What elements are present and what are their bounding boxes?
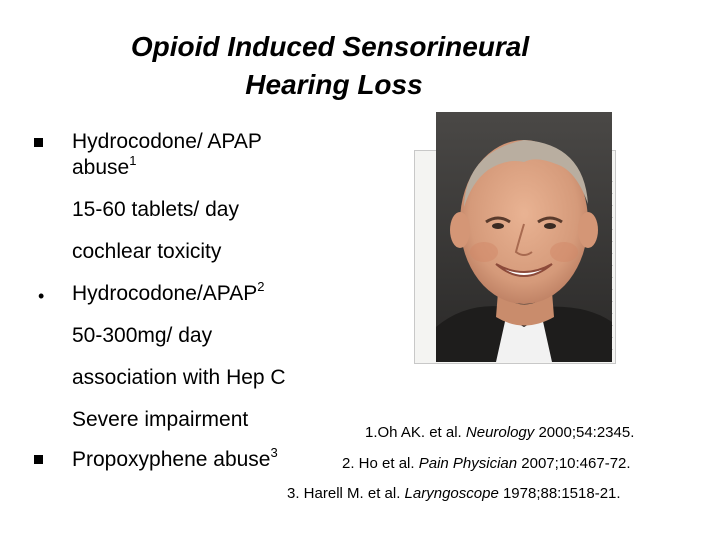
slide-title [0, 28, 660, 104]
bullet-1-sub-1: 15-60 tablets/ day [72, 198, 239, 221]
square-bullet-icon [34, 138, 43, 147]
bullet-1-abuse: abuse [72, 156, 130, 179]
bullet-2-text: Hydrocodone/APAP [72, 282, 258, 305]
bullet-2-line [72, 279, 265, 308]
reference-2: 2. Ho et al. Pain Physician 2007;10:467-72. [342, 455, 631, 472]
bullet-2-footnote: 2 [257, 279, 265, 294]
portrait-illustration [436, 112, 612, 362]
title-line-1: Opioid Induced Sensorineural [130, 31, 530, 62]
bullet-3-text: Propoxyphene abuse [72, 448, 271, 471]
portrait-photo [436, 112, 612, 362]
bullet-2-sub-2: association with Hep C [72, 366, 286, 389]
bullet-1-line-2 [72, 153, 137, 182]
title-line-2: Hearing Loss [245, 69, 423, 100]
bullet-2-sub-1: 50-300mg/ day [72, 324, 213, 347]
bullet-3-line [72, 445, 278, 474]
bullet-3-footnote: 3 [270, 445, 278, 460]
bullet-1-sub-2: cochlear toxicity [72, 240, 222, 263]
bullet-1-line-1: Hydrocodone/ APAP [72, 130, 262, 153]
round-bullet-icon: • [38, 286, 45, 306]
reference-3: 3. Harell M. et al. Laryngoscope 1978;88:1518-21. [287, 485, 621, 502]
bullet-2-sub-3: Severe impairment [72, 408, 249, 431]
square-bullet-icon-2 [34, 455, 43, 464]
reference-1: 1.Oh AK. et al. Neurology 2000;54:2345. [365, 424, 635, 441]
slide-image [392, 112, 614, 362]
bullet-1-footnote: 1 [129, 153, 137, 168]
